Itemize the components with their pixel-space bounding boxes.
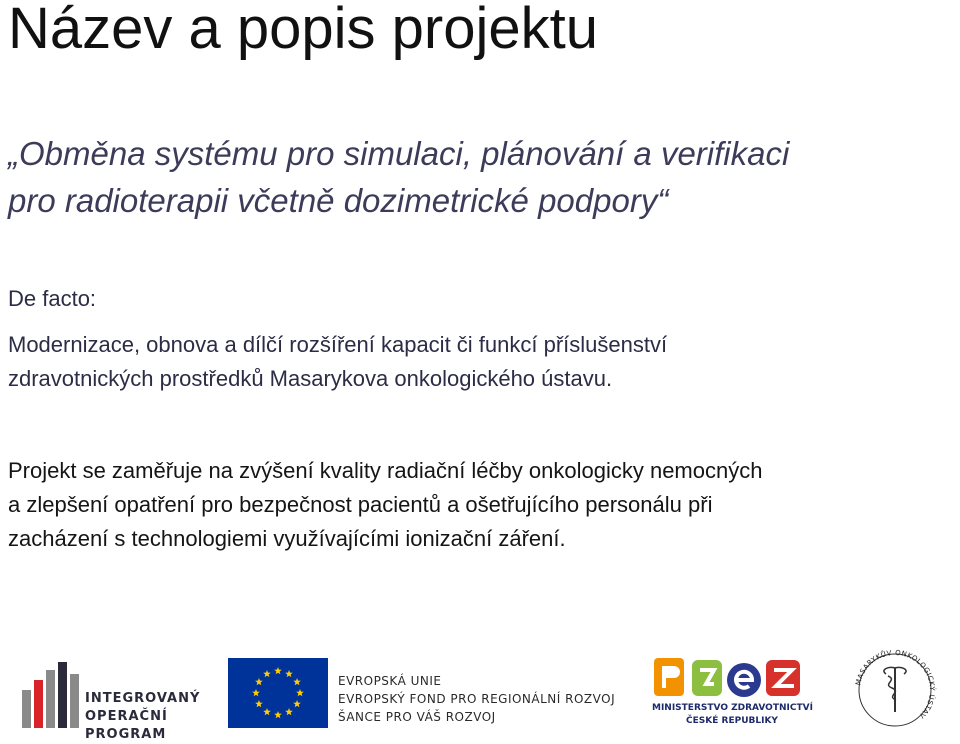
project-name	[8, 130, 953, 224]
eu-star-icon	[263, 670, 271, 677]
eu-logo-text	[338, 672, 615, 726]
modernization-paragraph	[8, 328, 953, 396]
eu-star-icon	[296, 689, 304, 696]
iop-logo-text	[85, 690, 200, 744]
eu-flag-icon	[228, 658, 328, 728]
iop-line-1: INTEGROVANÝ	[85, 691, 201, 706]
project-description-line-1: Projekt se zaměřuje na zvýšení kvality radiační léčby onkologicky nemocných	[8, 458, 763, 483]
eu-star-icon	[285, 670, 293, 677]
de-facto-label: De facto:	[8, 286, 97, 311]
project-name-line-1: „Obměna systému pro simulaci, plánování a verifikaci	[8, 135, 790, 172]
eu-star-icon	[255, 678, 263, 685]
eu-line-2: EVROPSKÝ FOND PRO REGIONÁLNÍ ROZVOJ	[338, 692, 616, 706]
eu-star-icon	[293, 700, 301, 707]
mou-seal-icon	[850, 648, 940, 728]
eu-star-icon	[263, 708, 271, 715]
eu-star-icon	[274, 711, 282, 718]
iop-line-3: PROGRAM	[85, 727, 167, 742]
iop-line-2: OPERAČNÍ	[85, 709, 168, 724]
ministry-health-logo-text	[652, 702, 812, 728]
page-title: Název a popis projektu	[8, 0, 598, 61]
project-description-line-3: zacházení s technologiemi využívajícími ionizační záření.	[8, 526, 566, 551]
eu-line-3: ŠANCE PRO VÁŠ ROZVOJ	[338, 710, 496, 724]
iop-bars-icon	[22, 662, 82, 728]
ministry-health-logo-icon	[652, 656, 812, 700]
eu-star-icon	[285, 708, 293, 715]
eu-star-icon	[274, 667, 282, 674]
svg-text:MASARYKŮV ONKOLOGICKÝ ÚSTAV: MASARYKŮV ONKOLOGICKÝ ÚSTAV	[854, 648, 937, 720]
eu-star-icon	[255, 700, 263, 707]
iop-logo	[22, 662, 202, 742]
project-description-line-2: a zlepšení opatření pro bezpečnost pacientů a ošetřujícího personálu při	[8, 492, 713, 517]
eu-star-icon	[252, 689, 260, 696]
logo-strip	[0, 640, 960, 742]
eu-line-1: EVROPSKÁ UNIE	[338, 674, 442, 688]
mz-line-1: MINISTERSTVO ZDRAVOTNICTVÍ	[652, 703, 813, 713]
modernization-line-1: Modernizace, obnova a dílčí rozšíření kapacit či funkcí příslušenství	[8, 332, 668, 357]
eu-star-icon	[293, 678, 301, 685]
modernization-line-2: zdravotnických prostředků Masarykova onkologického ústavu.	[8, 366, 613, 391]
mz-line-2: ČESKÉ REPUBLIKY	[686, 716, 778, 726]
project-description-paragraph	[8, 454, 958, 556]
project-name-line-2: pro radioterapii včetně dozimetrické podpory“	[8, 182, 669, 219]
